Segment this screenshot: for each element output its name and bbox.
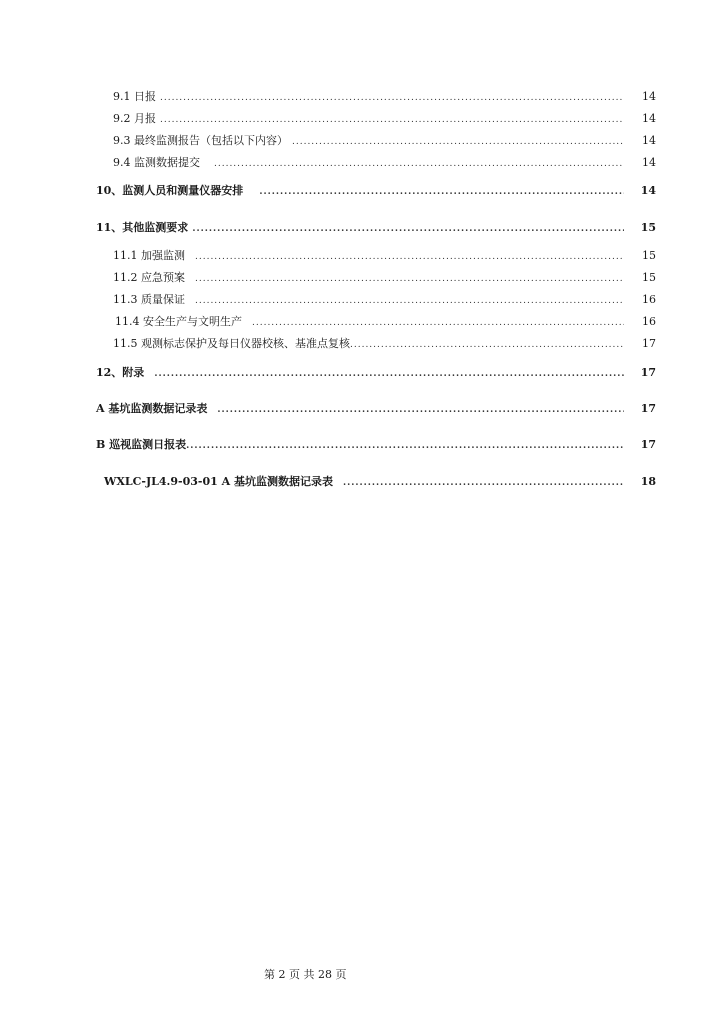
toc-leader-dots [252,314,624,332]
toc-leader-dots [195,292,624,310]
toc-entry-9-1[interactable] [113,88,656,106]
toc-entry-10[interactable] [96,182,656,200]
toc-entry-label: 11.3 质量保证 [113,293,185,306]
toc-leader-dots [195,248,624,266]
toc-entry-label: A 基坑监测数据记录表 [96,402,208,415]
toc-entry-appendix-a[interactable] [96,400,656,418]
toc-entry-11-4[interactable] [115,313,656,331]
toc-entry-label: WXLC-JL4.9-03-01 A 基坑监测数据记录表 [104,475,333,488]
toc-entry-page: 14 [642,156,656,169]
toc-entry-page: 18 [640,475,656,488]
toc-entry-wxlc-form[interactable] [104,473,656,491]
toc-leader-dots [343,474,624,492]
toc-entry-page: 14 [640,184,656,197]
toc-entry-11-5[interactable] [113,335,656,353]
toc-leader-dots [160,89,624,107]
toc-entry-11-1[interactable] [113,247,656,265]
toc-entry-page: 15 [640,221,656,234]
toc-entry-page: 17 [640,438,656,451]
toc-entry-label: 9.4 监测数据提交 [113,156,200,169]
toc-entry-label: 11.2 应急预案 [113,271,185,284]
toc-leader-dots [192,220,624,238]
toc-leader-dots [292,133,624,151]
toc-entry-label: 10、监测人员和测量仪器安排 [96,184,244,197]
toc-entry-page: 16 [642,315,656,328]
toc-entry-9-3[interactable] [113,132,656,150]
toc-entry-label: 9.2 月报 [113,112,156,125]
toc-entry-page: 14 [642,112,656,125]
toc-entry-page: 14 [642,90,656,103]
page-footer [0,966,724,982]
toc-entry-page: 17 [642,337,656,350]
toc-entry-11-3[interactable] [113,291,656,309]
toc-entry-page: 17 [640,402,656,415]
toc-leader-dots [214,155,624,173]
toc-leader-dots [154,365,624,383]
toc-leader-dots [195,270,624,288]
toc-entry-11[interactable] [96,219,656,237]
toc-entry-9-4[interactable] [113,154,656,172]
toc-leader-dots [259,183,624,201]
toc-entry-appendix-b[interactable] [96,436,656,454]
toc-entry-page: 14 [642,134,656,147]
toc-entry-12[interactable] [96,364,656,382]
toc-entry-label: 9.1 日报 [113,90,156,103]
toc-entry-page: 15 [642,271,656,284]
toc-entry-label: 11.1 加强监测 [113,249,185,262]
toc-entry-label: 12、附录 [96,366,145,379]
toc-entry-label: 9.3 最终监测报告（包括以下内容） [113,134,288,147]
toc-leader-dots [217,401,624,419]
toc-entry-page: 17 [640,366,656,379]
toc-entry-label: B 巡视监测日报表 [96,438,187,451]
toc-leader-dots [186,437,624,455]
toc-entry-label: 11.5 观测标志保护及每日仪器校核、基准点复核 [113,337,350,350]
page-number: 第 2 页 共 28 页 [264,968,347,981]
toc-entry-page: 16 [642,293,656,306]
toc-entry-label: 11、其他监测要求 [96,221,189,234]
toc-entry-9-2[interactable] [113,110,656,128]
toc-entry-label: 11.4 安全生产与文明生产 [115,315,242,328]
toc-entry-page: 15 [642,249,656,262]
toc-leader-dots [350,336,624,354]
toc-leader-dots [160,111,624,129]
toc-entry-11-2[interactable] [113,269,656,287]
